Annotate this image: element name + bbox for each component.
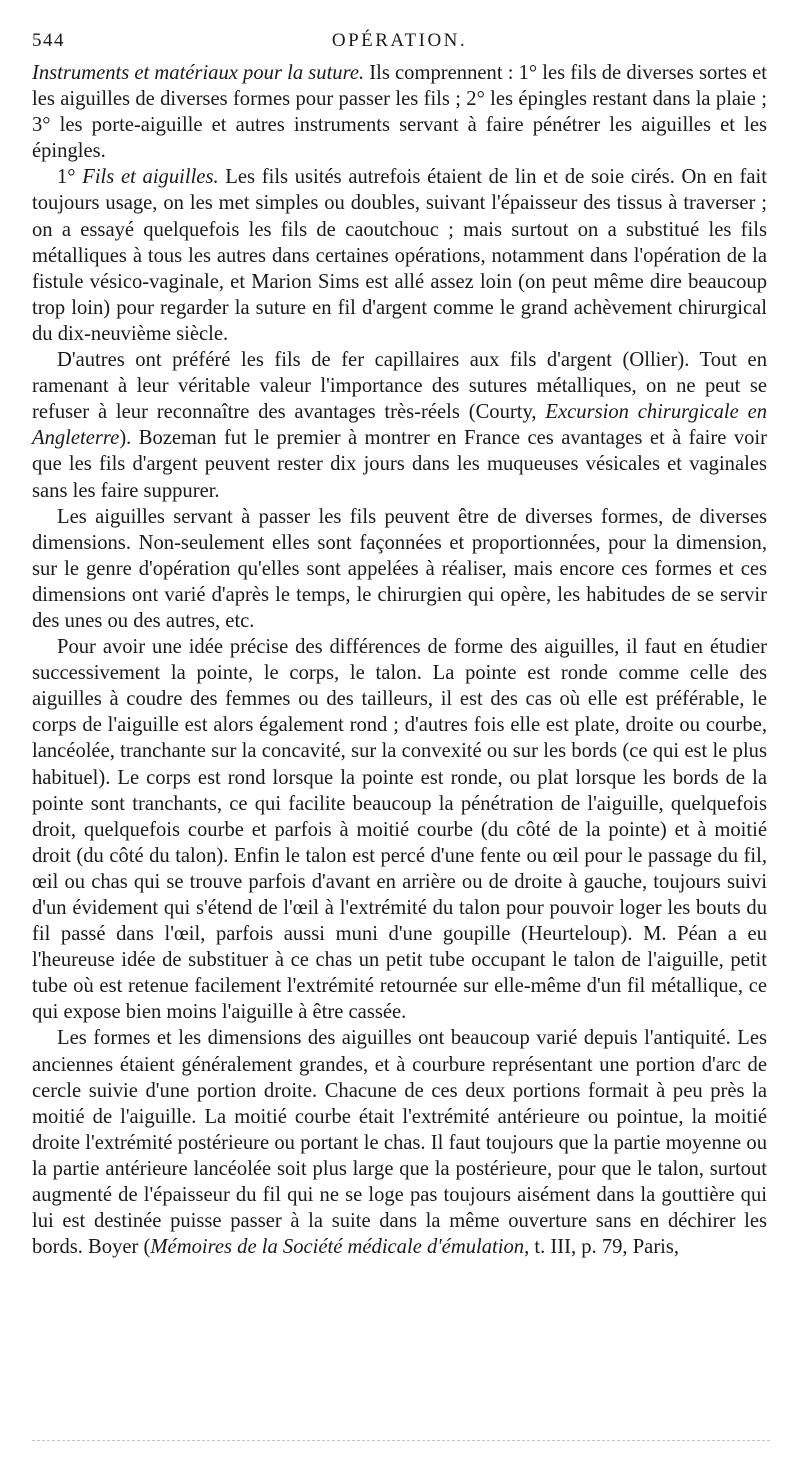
page-number: 544 (32, 30, 65, 51)
citation-title: Mémoires de la Société médicale d'émulation (150, 1236, 525, 1259)
section-heading: Instruments et matériaux pour la suture. (32, 62, 365, 84)
paragraph-text: Les aiguilles servant à passer les fils peuvent être de diverses formes, de diverses dimensions. Non-seulement elles sont façonnées et proportionnées, pour la dimension, sur le genre d'opération qu'elles sont appelées à réaliser, mais encore ces formes et ces dimensions ont varié d'après le temps, le chirurgien qui opère, les habitudes de se servir des unes ou des autres, etc. (32, 505, 767, 632)
paragraph-sutures-materials (32, 60, 767, 164)
paragraph-text: Ils comprennent : 1° les fils de diverses sortes et les aiguilles de diverses formes pour passer les fils ; 2° les épingles restant dans la plaie ; 3° les porte-aiguille et autres instruments servant à faire pénétrer les aiguilles et les épingles. (32, 62, 768, 163)
body-text (32, 60, 767, 1260)
bottom-scan-artifact (32, 1440, 770, 1441)
paragraph-iron-wire (32, 347, 767, 504)
paragraph-text: Les fils usités autrefois étaient de lin et de soie cirés. On en fait toujours usage, on les met simples ou doubles, suivant l'épaisseur des tissus à traverser ; on a essayé quelquefois les fils de caoutchouc ; mais surtout on a substitué les fils métalliques à tous les autres dans certaines opérations, notamment dans l'opération de la fistule vésico-vaginale, et Marion Sims est allé assez loin (on peut même dire beaucoup trop loin) pour regarder la suture en fil d'argent comme le grand achèvement chirurgical du dix-neuvième siècle. (32, 166, 767, 345)
paragraph-needle-parts (32, 634, 767, 1025)
paragraph-text: ). Bozeman fut le premier à montrer en France ces avantages et à faire voir que les fils d'argent peuvent rester dix jours dans les muqueuses vésicales et vaginales sans les faire suppurer. (32, 427, 767, 502)
book-page (32, 30, 767, 1260)
running-head (32, 30, 767, 60)
citation-title: Excursion chirurgicale en Angleterre (32, 401, 768, 450)
paragraph-text: Pour avoir une idée précise des différences de forme des aiguilles, il faut en étudier successivement la pointe, le corps, le talon. La pointe est ronde comme celle des aiguilles à coudre des femmes ou des tailleurs, il est des cas où elle est préférable, le corps de l'aiguille est alors également rond ; d'autres fois elle est plate, droite ou courbe, lancéolée, tranchante sur la concavité, sur la convexité ou sur les bords (ce qui est le plus habituel). Le corps est rond lorsque la pointe est ronde, ou plat lorsque les bords de la pointe sont tranchants, ce qui facilite beaucoup la pénétration de l'aiguille, quelquefois droit, quelquefois courbe et parfois à moitié courbe (du côté de la pointe) et à moitié droit (du côté du talon). Enfin le talon est percé d'une fente ou œil pour le passage du fil, œil ou chas qui se trouve parfois d'avant en arrière ou de droite à gauche, toujours suivi d'un évidement qui s'étend de l'œil à l'extrémité du talon pour pouvoir loger les bouts du fil passé dans l'œil, parfois aussi muni d'une goupille (Heurteloup). M. Péan a eu l'heureuse idée de substituer à ce chas un petit tube occupant le talon de l'aiguille, petit tube où est retenue facilement l'extrémité retournée sur elle-même d'un fil métallique, ce qui expose bien moins l'aiguille à être cassée. (32, 636, 767, 1024)
list-number: 1° (57, 166, 83, 189)
subsection-heading: Fils et aiguilles. (82, 166, 219, 189)
paragraph-needle-history (32, 1025, 767, 1260)
paragraph-threads-needles (32, 164, 767, 347)
paragraph-needle-forms (32, 504, 767, 634)
running-title: OPÉRATION. (331, 30, 468, 51)
paragraph-text: Les formes et les dimensions des aiguilles ont beaucoup varié depuis l'antiquité. Les anciennes étaient généralement grandes, et à courbure représentant une portion d'arc de cercle suivie d'une portion droite. Chacune de ces deux portions formait à peu près la moitié de l'aiguille. La moitié courbe était l'extrémité antérieure ou pointue, la moitié droite l'extrémité postérieure ou portant le chas. Il faut toujours que la partie moyenne ou la partie antérieure lancéolée soit plus large que la postérieure, pour que le talon, surtout augmenté de l'épaisseur du fil qui ne se loge pas toujours aisément dans la gouttière qui lui est destinée puisse passer à la suite dans la même ouverture sans en déchirer les bords. Boyer ( (32, 1027, 767, 1259)
paragraph-text: , t. III, p. 79, Paris, (524, 1236, 680, 1259)
paragraph-text: D'autres ont préféré les fils de fer capillaires aux fils d'argent (Ollier). Tout en ramenant à leur véritable valeur l'importance des sutures métalliques, on ne peut se refuser à leur reconnaître des avantages très-réels (Courty, (32, 349, 767, 424)
